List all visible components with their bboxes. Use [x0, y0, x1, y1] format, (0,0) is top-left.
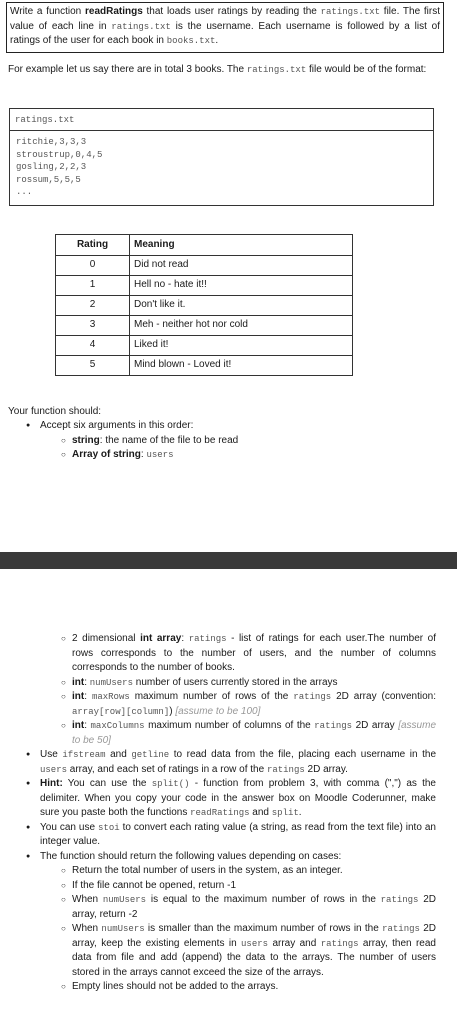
text: Return the total number of users in the system, as an integer.	[72, 865, 343, 876]
requirements-list	[6, 419, 426, 463]
list-item	[6, 777, 436, 821]
code-text: users	[40, 764, 68, 775]
meaning-cell: Don't like it.	[130, 296, 353, 316]
rating-cell: 5	[56, 356, 130, 376]
intro-paragraph	[6, 2, 444, 53]
text: array and	[268, 937, 321, 949]
code-text: users	[241, 938, 269, 949]
text: and	[105, 749, 132, 760]
text: The function should return the following values depending on cases:	[40, 850, 342, 862]
text: :	[84, 676, 90, 688]
header-meaning: Meaning	[130, 235, 353, 256]
text: :	[84, 691, 92, 702]
list-item	[6, 893, 436, 922]
list-item	[6, 879, 436, 894]
text: For example let us say there are in total 3 books. The	[8, 64, 247, 75]
text: When	[72, 923, 102, 934]
example-paragraph	[8, 63, 448, 78]
code-text: maxColumns	[90, 721, 145, 731]
code-text: numUsers	[101, 924, 145, 934]
code-lines	[10, 131, 433, 199]
meaning-cell: Meh - neither hot nor cold	[130, 316, 353, 336]
table-row	[56, 336, 353, 356]
text: - function from problem 3, with comma (",") as the delimiter. When you copy your code in the answer box on Moodle Coderunner, make sure you paste both the functions	[40, 778, 436, 818]
code-text: ratings	[293, 692, 332, 702]
meaning-cell: Hell no - hate it!!	[130, 276, 353, 296]
code-line: rossum,5,5,5	[16, 174, 81, 185]
list-item	[6, 748, 436, 777]
list-item	[6, 980, 436, 995]
rating-cell: 4	[56, 336, 130, 356]
meaning-cell: Liked it!	[130, 336, 353, 356]
rating-table	[55, 234, 353, 376]
code-text: readRatings	[190, 808, 250, 818]
text: number of users currently stored in the arrays	[133, 676, 338, 688]
continued-list	[6, 632, 436, 995]
text: array, and each set of ratings in a row of the	[67, 763, 267, 775]
code-text: array[row][column]	[72, 706, 170, 717]
assumption-note: [assume to be 100]	[175, 705, 261, 717]
list-item	[6, 676, 436, 691]
code-line: stroustrup,0,4,5	[16, 149, 103, 160]
list-item	[6, 419, 426, 434]
code-text: ratings	[382, 924, 420, 934]
code-text: ifstream	[62, 750, 106, 760]
rating-cell: 1	[56, 276, 130, 296]
text: int	[72, 691, 85, 702]
table-row	[56, 296, 353, 316]
text: file would be of the format:	[306, 64, 427, 75]
list-item	[6, 434, 426, 449]
text: Use	[40, 749, 63, 760]
list-item	[6, 719, 436, 748]
text: :	[84, 720, 91, 731]
code-filename: ratings.txt	[246, 65, 307, 75]
code-filename: ratings.txt	[320, 7, 381, 17]
text: )	[169, 705, 176, 717]
code-filename: ratings.txt	[111, 21, 171, 32]
text: : the name of the file to be read	[99, 434, 239, 446]
text: When	[72, 894, 103, 905]
list-item	[6, 632, 436, 676]
text: :	[140, 449, 147, 460]
text: is the username. Each username is followed by a list of ratings of the user for each book in	[10, 20, 441, 46]
text: 2 dimensional	[72, 633, 141, 644]
meaning-cell: Mind blown - Loved it!	[130, 356, 353, 376]
text: and	[249, 807, 272, 818]
text: int	[72, 676, 85, 688]
code-text: ratings	[320, 938, 359, 949]
text: string	[72, 434, 100, 446]
text: is equal to the maximum number of rows in the	[146, 894, 381, 905]
list-item	[6, 850, 436, 865]
code-text: ratings	[380, 895, 419, 905]
list-item	[6, 821, 436, 850]
code-text: numUsers	[89, 677, 133, 688]
document-page-2	[0, 569, 457, 1024]
should-heading: Your function should:	[8, 406, 102, 417]
text: .	[215, 35, 219, 46]
code-line: ...	[16, 187, 33, 198]
text: 2D array	[352, 720, 399, 731]
text: You can use	[40, 821, 99, 833]
text: :	[181, 633, 189, 644]
text: to convert each rating value (a string, as read from the text file) into an integer value.	[40, 821, 436, 847]
text: If the file cannot be opened, return -1	[72, 879, 236, 891]
text: 2D array (convention:	[331, 691, 436, 702]
text: file. The first value of each line in	[10, 6, 441, 32]
assumption-note: [assume to be 50]	[72, 720, 437, 746]
text: array, then read data from file and add (append) the data to the arrays. The number of users stored in the arrays cannot exceed the size of the arrays.	[72, 937, 436, 978]
text: .	[298, 807, 302, 818]
list-item	[6, 690, 436, 719]
text: int	[72, 720, 85, 731]
code-text: users	[146, 450, 174, 460]
text: Accept six arguments in this order:	[40, 420, 194, 431]
text: that loads user ratings by reading the	[142, 6, 321, 17]
code-text: ratings	[266, 764, 305, 775]
text: Array of string	[72, 449, 141, 460]
code-text: getline	[131, 750, 170, 760]
function-name: readRatings	[84, 6, 143, 17]
text: - list of ratings for each user.The number of rows corresponds to the number of users, and the number of columns corresponds to the number of books.	[72, 633, 437, 673]
code-text: split()	[151, 779, 190, 789]
text: Empty lines should not be added to the arrays.	[72, 981, 279, 992]
code-text: numUsers	[102, 895, 147, 905]
table-row	[56, 356, 353, 376]
rating-cell: 2	[56, 296, 130, 316]
table-row	[56, 276, 353, 296]
code-example-box	[9, 108, 434, 206]
code-text: stoi	[98, 822, 120, 833]
text: to read data from the file, placing each username in the	[169, 749, 437, 760]
table-row	[56, 256, 353, 276]
meaning-cell: Did not read	[130, 256, 353, 276]
code-line: ritchie,3,3,3	[16, 137, 87, 147]
text: maximum number of columns of the	[144, 720, 315, 731]
text: Hint:	[40, 778, 63, 789]
list-item	[6, 864, 436, 879]
header-rating: Rating	[56, 235, 130, 256]
code-text: ratings	[314, 721, 353, 731]
text: You can use the	[62, 778, 152, 789]
table-header-row	[56, 235, 353, 256]
text: 2D array, return -2	[72, 894, 437, 920]
text: int array	[140, 633, 182, 644]
code-text: maxRows	[91, 692, 130, 702]
code-text: ratings	[188, 634, 227, 644]
code-filename: books.txt	[166, 36, 216, 46]
text: 2D array, keep the existing elements in	[72, 923, 436, 949]
rating-cell: 0	[56, 256, 130, 276]
text: maximum number of rows of the	[129, 691, 294, 702]
text: 2D array.	[304, 763, 348, 775]
table-row	[56, 316, 353, 336]
text: is smaller than the maximum number of rows in the	[144, 923, 383, 934]
code-box-header: ratings.txt	[10, 109, 433, 131]
text: Write a function	[10, 6, 85, 17]
rating-cell: 3	[56, 316, 130, 336]
list-item	[6, 448, 426, 463]
code-text: split	[271, 808, 299, 818]
page-separator	[0, 552, 457, 569]
code-line: gosling,2,2,3	[16, 162, 87, 173]
list-item	[6, 922, 436, 980]
